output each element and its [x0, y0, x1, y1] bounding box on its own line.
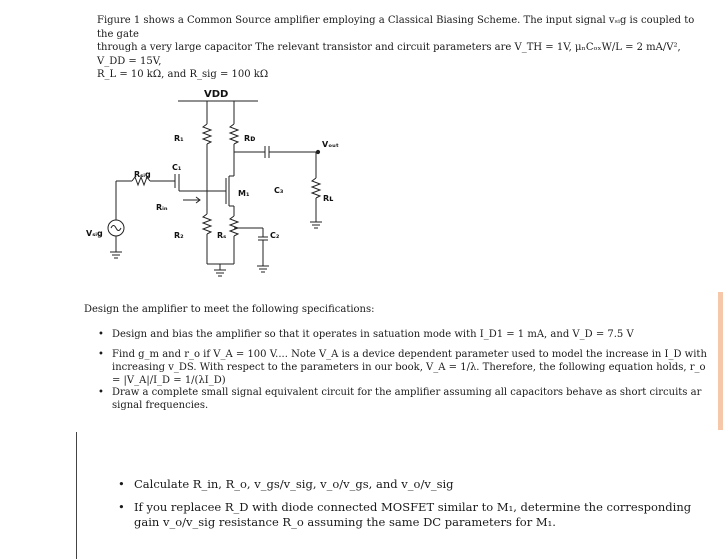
rsig-label: Rₛᵢg [134, 170, 151, 179]
task-list-2 [118, 500, 708, 530]
rl-resistor [312, 178, 320, 198]
intro-line-1: Figure 1 shows a Common Source amplifier employing a Classical Biasing Scheme. The input signal vₛᵢg is coupled to the gate [97, 15, 695, 40]
rin-label: Rᵢₙ [156, 203, 168, 212]
bullet-icon: • [118, 477, 125, 491]
circuit-diagram [80, 86, 380, 286]
bullet-icon: • [118, 500, 125, 514]
left-divider [76, 432, 77, 559]
list-item: • Find g_m and r_o if V_A = 100 V.... Note V_A is a device dependent parameter used to model the increase in I_D with increasing v_DS. With respect to the parameters in our book, V_A = 1/λ. Therefore, the following equation holds, r_o = |V_A|/I_D = 1/(λI_D) [98, 349, 707, 386]
c2-label: C₂ [270, 231, 280, 240]
rd-resistor [230, 124, 238, 144]
r1-label: R₁ [174, 134, 184, 143]
rd-label: Rᴅ [244, 134, 256, 143]
c1-label: C₁ [172, 163, 182, 172]
list-item: • Design and bias the amplifier so that it operates in satuation mode with I_D1 = 1 mA, and V_D = 7.5 V [98, 329, 634, 340]
design-list-3 [98, 386, 708, 412]
rs-resistor [230, 216, 238, 236]
problem-intro [97, 14, 705, 82]
vsig-label: Vₛᵢg [86, 229, 103, 238]
m1-label: M₁ [238, 189, 250, 198]
rl-label: Rʟ [323, 194, 334, 203]
design-heading: Design the amplifier to meet the following specifications: [84, 304, 375, 315]
vout-node [316, 150, 319, 153]
c3-label: C₃ [274, 186, 284, 195]
task-list-1 [118, 477, 708, 492]
list-item: • Calculate R_in, R_o, v_gs/v_sig, v_o/v_gs, and v_o/v_sig [118, 477, 454, 491]
bullet-icon: • [98, 387, 104, 398]
design-list-1 [98, 328, 708, 341]
side-scroll-marker [718, 292, 723, 430]
intro-line-3: R_L = 10 kΩ, and R_sig = 100 kΩ [97, 69, 269, 80]
vdd-label: VDD [204, 89, 229, 100]
rs-label: Rₛ [217, 231, 227, 240]
bullet-icon: • [98, 329, 104, 340]
r2-label: R₂ [174, 231, 184, 240]
intro-line-2: through a very large capacitor The relevant transistor and circuit parameters are V_TH = 1V, μₙCₒₓW/L = 2 mA/V², V_DD = 15V, [97, 42, 681, 67]
r2-resistor [203, 214, 211, 234]
list-item: • Draw a complete small signal equivalent circuit for the amplifier assuming all capacitors behave as short circuits ar signal frequencies. [98, 387, 702, 411]
design-list-2 [98, 348, 708, 387]
r1-resistor [203, 124, 211, 144]
vout-label: Vₒᵤₜ [322, 140, 339, 149]
list-item: • If you replacee R_D with diode connected MOSFET similar to M₁, determine the corresponding gain v_o/v_sig resistance R_o assuming the same DC parameters for M₁. [118, 500, 692, 529]
bullet-icon: • [98, 349, 104, 360]
